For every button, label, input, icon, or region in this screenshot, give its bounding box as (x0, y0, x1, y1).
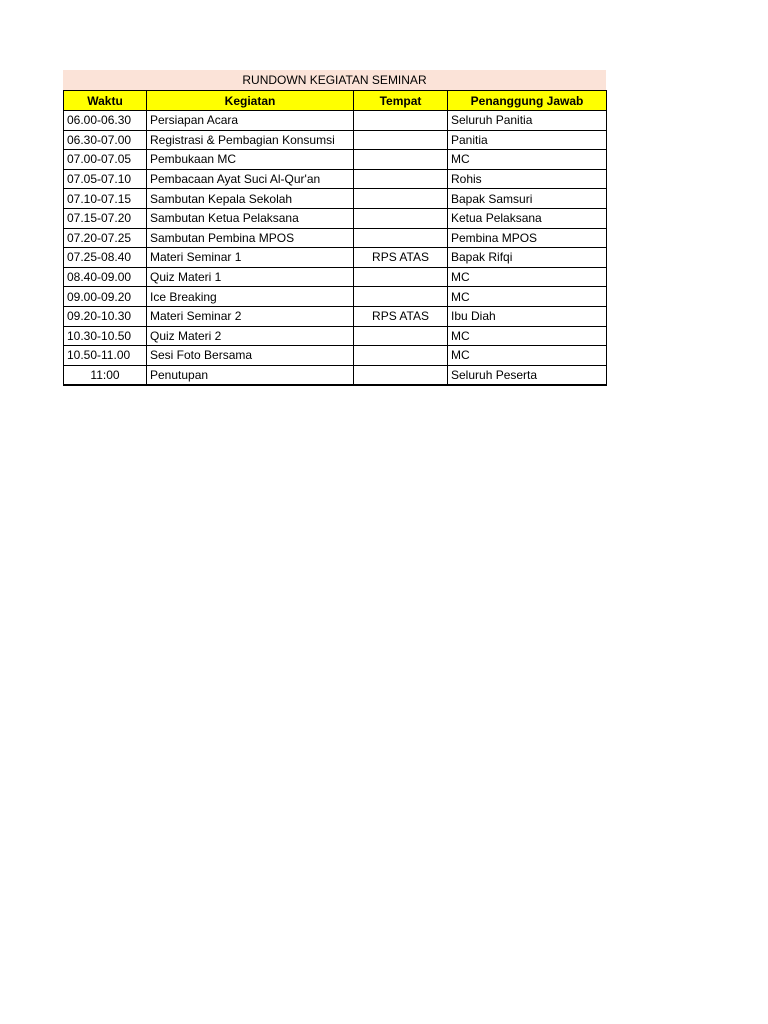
cell-waktu[interactable]: 10.50-11.00 (64, 346, 147, 366)
cell-waktu[interactable]: 11:00 (64, 365, 147, 385)
cell-kegiatan[interactable]: Pembacaan Ayat Suci Al-Qur'an (147, 169, 354, 189)
cell-penanggung-jawab[interactable]: Seluruh Peserta (448, 365, 607, 385)
header-tempat[interactable]: Tempat (354, 91, 448, 111)
cell-waktu[interactable]: 10.30-10.50 (64, 326, 147, 346)
cell-waktu[interactable]: 07.00-07.05 (64, 150, 147, 170)
cell-tempat[interactable] (354, 365, 448, 385)
table-row (64, 150, 607, 170)
cell-penanggung-jawab[interactable]: Bapak Rifqi (448, 248, 607, 268)
cell-tempat[interactable] (354, 228, 448, 248)
table-row (64, 267, 607, 287)
cell-tempat[interactable] (354, 130, 448, 150)
cell-waktu[interactable]: 06.00-06.30 (64, 111, 147, 131)
cell-waktu[interactable]: 06.30-07.00 (64, 130, 147, 150)
cell-penanggung-jawab[interactable]: MC (448, 326, 607, 346)
table-row (64, 326, 607, 346)
table-row (64, 189, 607, 209)
cell-penanggung-jawab[interactable]: Panitia (448, 130, 607, 150)
cell-penanggung-jawab[interactable]: Rohis (448, 169, 607, 189)
table-row (64, 248, 607, 268)
cell-kegiatan[interactable]: Quiz Materi 1 (147, 267, 354, 287)
cell-kegiatan[interactable]: Persiapan Acara (147, 111, 354, 131)
cell-kegiatan[interactable]: Sambutan Ketua Pelaksana (147, 208, 354, 228)
cell-kegiatan[interactable]: Materi Seminar 1 (147, 248, 354, 268)
table-row (64, 228, 607, 248)
table-row (64, 169, 607, 189)
cell-tempat[interactable] (354, 208, 448, 228)
table-row (64, 130, 607, 150)
cell-penanggung-jawab[interactable]: Ibu Diah (448, 306, 607, 326)
cell-kegiatan[interactable]: Sesi Foto Bersama (147, 346, 354, 366)
cell-tempat[interactable] (354, 169, 448, 189)
cell-waktu[interactable]: 09.00-09.20 (64, 287, 147, 307)
sheet-title: RUNDOWN KEGIATAN SEMINAR (63, 70, 606, 90)
cell-tempat[interactable]: RPS ATAS (354, 248, 448, 268)
cell-kegiatan[interactable]: Materi Seminar 2 (147, 306, 354, 326)
cell-penanggung-jawab[interactable]: MC (448, 346, 607, 366)
cell-waktu[interactable]: 08.40-09.00 (64, 267, 147, 287)
cell-tempat[interactable] (354, 111, 448, 131)
cell-penanggung-jawab[interactable]: Bapak Samsuri (448, 189, 607, 209)
cell-tempat[interactable] (354, 287, 448, 307)
table-row (64, 111, 607, 131)
cell-penanggung-jawab[interactable]: MC (448, 267, 607, 287)
cell-kegiatan[interactable]: Registrasi & Pembagian Konsumsi (147, 130, 354, 150)
cell-waktu[interactable]: 07.05-07.10 (64, 169, 147, 189)
table-row (64, 287, 607, 307)
header-kegiatan[interactable]: Kegiatan (147, 91, 354, 111)
rundown-sheet (63, 70, 606, 386)
header-row (64, 91, 607, 111)
cell-tempat[interactable] (354, 346, 448, 366)
cell-penanggung-jawab[interactable]: MC (448, 287, 607, 307)
cell-kegiatan[interactable]: Sambutan Pembina MPOS (147, 228, 354, 248)
cell-waktu[interactable]: 07.25-08.40 (64, 248, 147, 268)
cell-penanggung-jawab[interactable]: MC (448, 150, 607, 170)
cell-tempat[interactable] (354, 326, 448, 346)
cell-waktu[interactable]: 07.10-07.15 (64, 189, 147, 209)
cell-kegiatan[interactable]: Sambutan Kepala Sekolah (147, 189, 354, 209)
cell-tempat[interactable] (354, 189, 448, 209)
cell-kegiatan[interactable]: Ice Breaking (147, 287, 354, 307)
table-row (64, 208, 607, 228)
header-waktu[interactable]: Waktu (64, 91, 147, 111)
table-row (64, 306, 607, 326)
cell-penanggung-jawab[interactable]: Seluruh Panitia (448, 111, 607, 131)
cell-tempat[interactable]: RPS ATAS (354, 306, 448, 326)
cell-waktu[interactable]: 07.15-07.20 (64, 208, 147, 228)
cell-kegiatan[interactable]: Quiz Materi 2 (147, 326, 354, 346)
cell-kegiatan[interactable]: Pembukaan MC (147, 150, 354, 170)
cell-penanggung-jawab[interactable]: Pembina MPOS (448, 228, 607, 248)
rundown-table (63, 90, 607, 386)
table-row (64, 346, 607, 366)
cell-tempat[interactable] (354, 267, 448, 287)
table-row (64, 365, 607, 385)
cell-waktu[interactable]: 07.20-07.25 (64, 228, 147, 248)
cell-penanggung-jawab[interactable]: Ketua Pelaksana (448, 208, 607, 228)
header-penanggung-jawab[interactable]: Penanggung Jawab (448, 91, 607, 111)
cell-tempat[interactable] (354, 150, 448, 170)
cell-kegiatan[interactable]: Penutupan (147, 365, 354, 385)
cell-waktu[interactable]: 09.20-10.30 (64, 306, 147, 326)
